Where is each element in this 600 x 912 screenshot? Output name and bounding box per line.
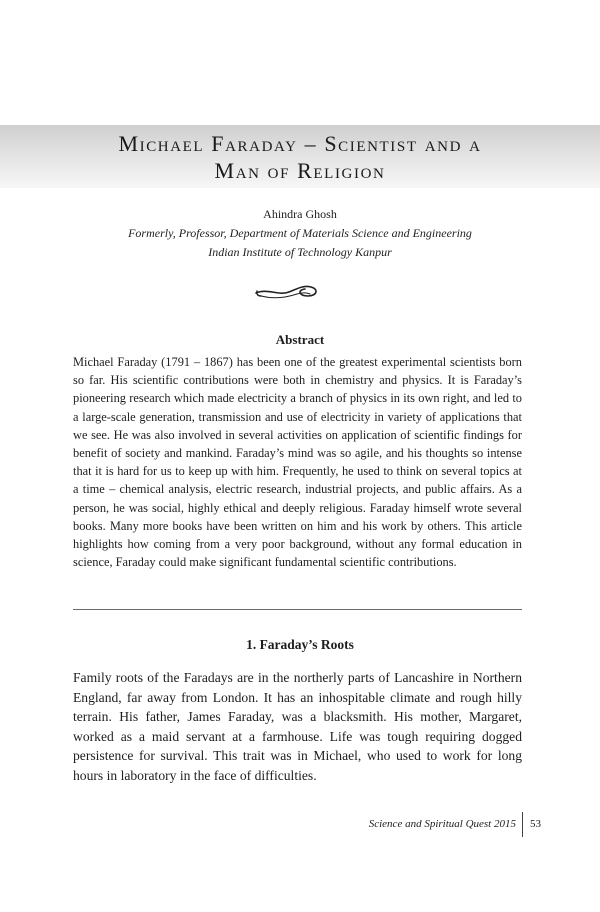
author-affiliation-line-2: Indian Institute of Technology Kanpur bbox=[208, 245, 392, 259]
author-name: Ahindra Ghosh bbox=[263, 207, 337, 221]
section-heading: 1. Faraday’s Roots bbox=[246, 637, 354, 652]
section-text: Family roots of the Faradays are in the northerly parts of Lancashire in Northern England, far away from London. It has an inhospitable climate and rough hilly terrain. His father, James Faraday, was a blacksmith. His mother, Margaret, worked as a maid servant at a farmhouse. Life was tough requiring dogged persistence for survival. This trait was in Michael, who used to work for long hours in laboratory in the face of difficulties. bbox=[73, 670, 522, 783]
section-divider bbox=[73, 609, 522, 610]
flourish-ornament-icon bbox=[253, 281, 323, 303]
page-number: 53 bbox=[530, 818, 541, 830]
footer-divider bbox=[522, 812, 523, 837]
article-title-line-1: Michael Faraday – Scientist and a bbox=[118, 131, 482, 156]
footer-journal-title: Science and Spiritual Quest 2015 bbox=[368, 818, 516, 830]
author-affiliation-line-1: Formerly, Professor, Department of Materials Science and Engineering bbox=[128, 226, 472, 240]
abstract-heading: Abstract bbox=[275, 332, 325, 347]
article-title-line-2: Man of Religion bbox=[214, 158, 386, 183]
abstract-text: Michael Faraday (1791 – 1867) has been one of the greatest experimental scientists born so far. His scientific contributions were both in chemistry and physics. It is Faraday’s pioneering research which made electricity a branch of physics in its own right, and led to a large-scale generation, transmission and use of electricity in variety of applications that we see. He was also involved in several activities on application of scientific findings for benefit of society and mankind. Faraday’s mind was so agile, and his thoughts so intense that it is hard for us to keep up with him. Frequently, he used to think on several topics at a time – chemical analysis, electric research, industrial projects, and public affairs. As a person, he was social, highly ethical and deeply religious. Faraday himself wrote several books. Many more books have been written on him and his work by others. This article highlights how coming from a very poor background, without any formal education in science, Faraday could make significant fundamental scientific contributions. bbox=[73, 355, 522, 570]
